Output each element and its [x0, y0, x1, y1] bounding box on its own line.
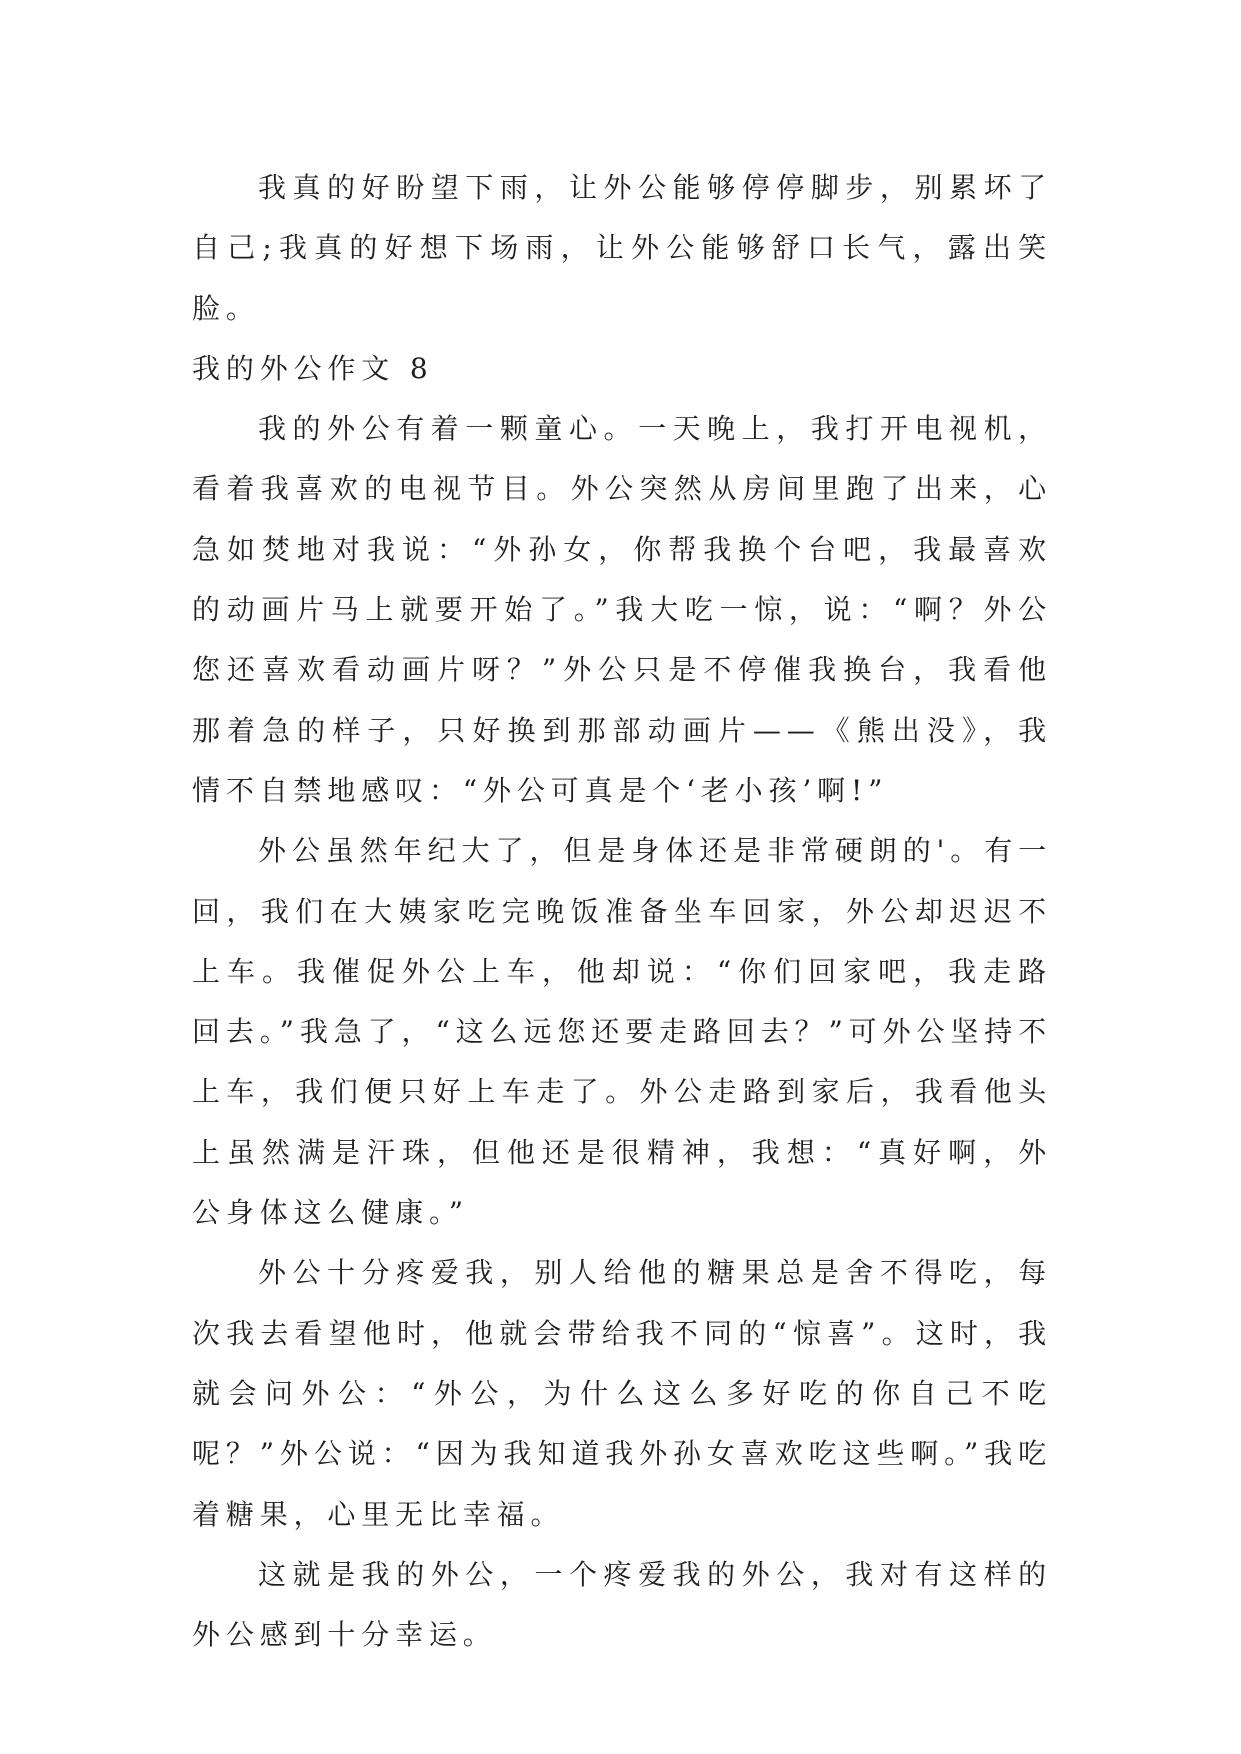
document-body — [192, 158, 1052, 1665]
paragraph-candy-surprise: 外公十分疼爱我，别人给他的糖果总是舍不得吃，每次我去看望他时，他就会带给我不同的“惊喜”。这时，我就会问外公：“外公，为什么这么多好吃的你自己不吃呢？”外公说：“因为我知道我外孙女喜欢吃这些啊。”我吃着糖果，心里无比幸福。 — [192, 1256, 1052, 1531]
paragraph-childlike-heart: 我的外公有着一颗童心。一天晚上，我打开电视机，看着我喜欢的电视节目。外公突然从房间里跑了出来，心急如焚地对我说：“外孙女，你帮我换个台吧，我最喜欢的动画片马上就要开始了。”我大吃一惊，说：“啊？外公您还喜欢看动画片呀？”外公只是不停催我换台，我看他那着急的样子，只好换到那部动画片——《熊出没》，我情不自禁地感叹：“外公可真是个‘老小孩’啊!” — [192, 412, 1052, 807]
paragraph-conclusion: 这就是我的外公，一个疼爱我的外公，我对有这样的外公感到十分幸运。 — [192, 1557, 1052, 1652]
paragraph-healthy-body: 外公虽然年纪大了，但是身体还是非常硬朗的'。有一回，我们在大姨家吃完晚饭准备坐车回家，外公却迟迟不上车。我催促外公上车，他却说：“你们回家吧，我走路回去。”我急了，“这么远您还要走路回去？”可外公坚持不上车，我们便只好上车走了。外公走路到家后，我看他头上虽然满是汗珠，但他还是很精神，我想：“真好啊，外公身体这么健康。” — [192, 834, 1052, 1230]
essay-heading: 我的外公作文 8 — [192, 351, 434, 385]
paragraph-closing-rain: 我真的好盼望下雨，让外公能够停停脚步，别累坏了自己;我真的好想下场雨，让外公能够舒口长气，露出笑脸。 — [192, 171, 1052, 325]
